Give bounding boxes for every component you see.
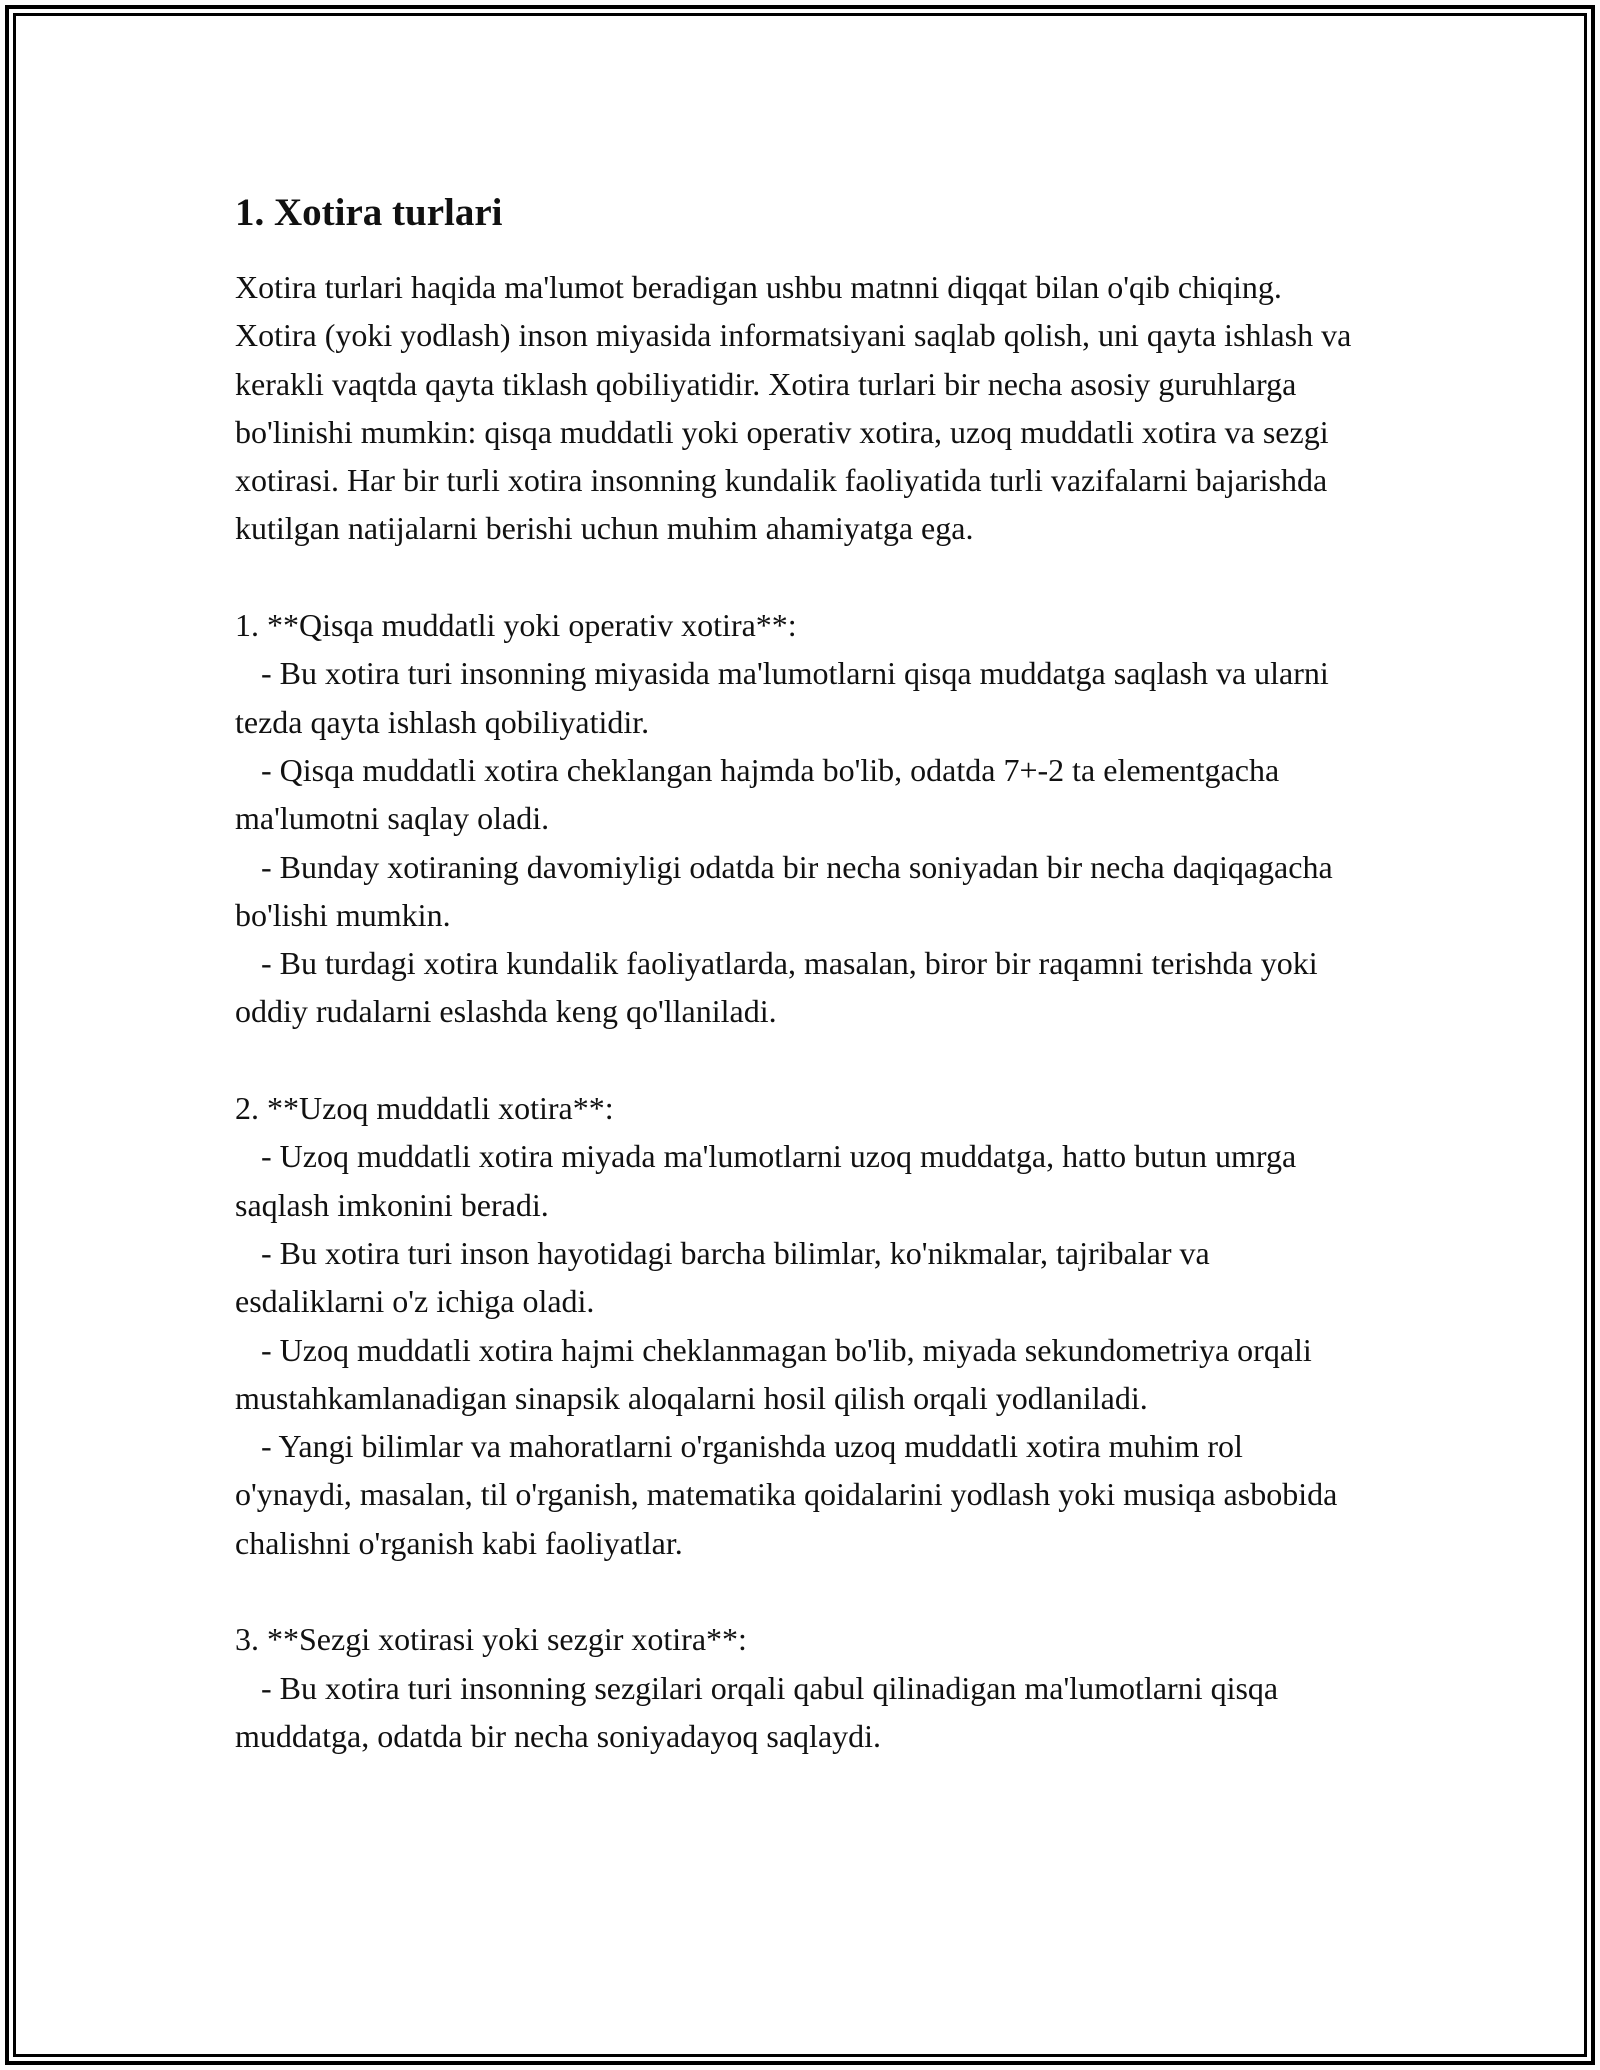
list-item: - Bu turdagi xotira kundalik faoliyatlarda, masalan, biror bir raqamni terishda yoki oddiy rudalarni eslashda keng qo'llaniladi. <box>235 945 1318 1030</box>
list-item: - Bu xotira turi insonning sezgilari orqali qabul qilinadigan ma'lumotlarni qisqa muddatga, odatda bir necha soniyadayoq saqlaydi. <box>235 1669 1279 1754</box>
section-long-term-memory <box>235 1084 1365 1567</box>
section-title: 1. **Qisqa muddatli yoki operativ xotira**: <box>235 607 797 644</box>
document-body <box>235 185 1365 1809</box>
section-short-term-memory <box>235 601 1365 1036</box>
list-item: - Bu xotira turi insonning miyasida ma'lumotlarni qisqa muddatga saqlash va ularni tezda qayta ishlash qobiliyatidir. <box>235 655 1329 740</box>
section-sensory-memory <box>235 1615 1365 1760</box>
list-item: - Bu xotira turi inson hayotidagi barcha bilimlar, ko'nikmalar, tajribalar va esdaliklarni o'z ichiga oladi. <box>235 1234 1210 1320</box>
page-title: 1. Xotira turlari <box>235 191 503 234</box>
section-title: 2. **Uzoq muddatli xotira**: <box>235 1090 614 1127</box>
section-title: 3. **Sezgi xotirasi yoki sezgir xotira**: <box>235 1621 747 1658</box>
intro-paragraph: Xotira turlari haqida ma'lumot beradigan ushbu matnni diqqat bilan o'qib chiqing. Xotira (yoki yodlash) inson miyasida informatsiyani saqlab qolish, uni qayta ishlash va kerakli vaqtda qayta tiklash qobiliyatidir. Xotira turlari bir necha asosiy guruhlarga bo'linishi mumkin: qisqa muddatli yoki operativ xotira, uzoq muddatli xotira va sezgi xotirasi. Har bir turli xotira insonning kundalik faoliyatida turli vazifalarni bajarishda kutilgan natijalarni berishi uchun muhim ahamiyatga ega. <box>235 269 1352 547</box>
list-item: - Yangi bilimlar va mahoratlarni o'rganishda uzoq muddatli xotira muhim rol o'ynaydi, masalan, til o'rganish, matematika qoidalarini yodlash yoki musiqa asbobida chalishni o'rganish kabi faoliyatlar. <box>235 1428 1338 1561</box>
list-item: - Qisqa muddatli xotira cheklangan hajmda bo'lib, odatda 7+-2 ta elementgacha ma'lumotni saqlay oladi. <box>235 751 1280 837</box>
list-item: - Uzoq muddatli xotira hajmi cheklanmagan bo'lib, miyada sekundometriya orqali mustahkamlanadigan sinapsik aloqalarni hosil qilish orqali yodlaniladi. <box>235 1331 1312 1416</box>
list-item: - Uzoq muddatli xotira miyada ma'lumotlarni uzoq muddatga, hatto butun umrga saqlash imkonini beradi. <box>235 1138 1297 1223</box>
list-item: - Bunday xotiraning davomiyligi odatda bir necha soniyadan bir necha daqiqagacha bo'lishi mumkin. <box>235 848 1333 933</box>
